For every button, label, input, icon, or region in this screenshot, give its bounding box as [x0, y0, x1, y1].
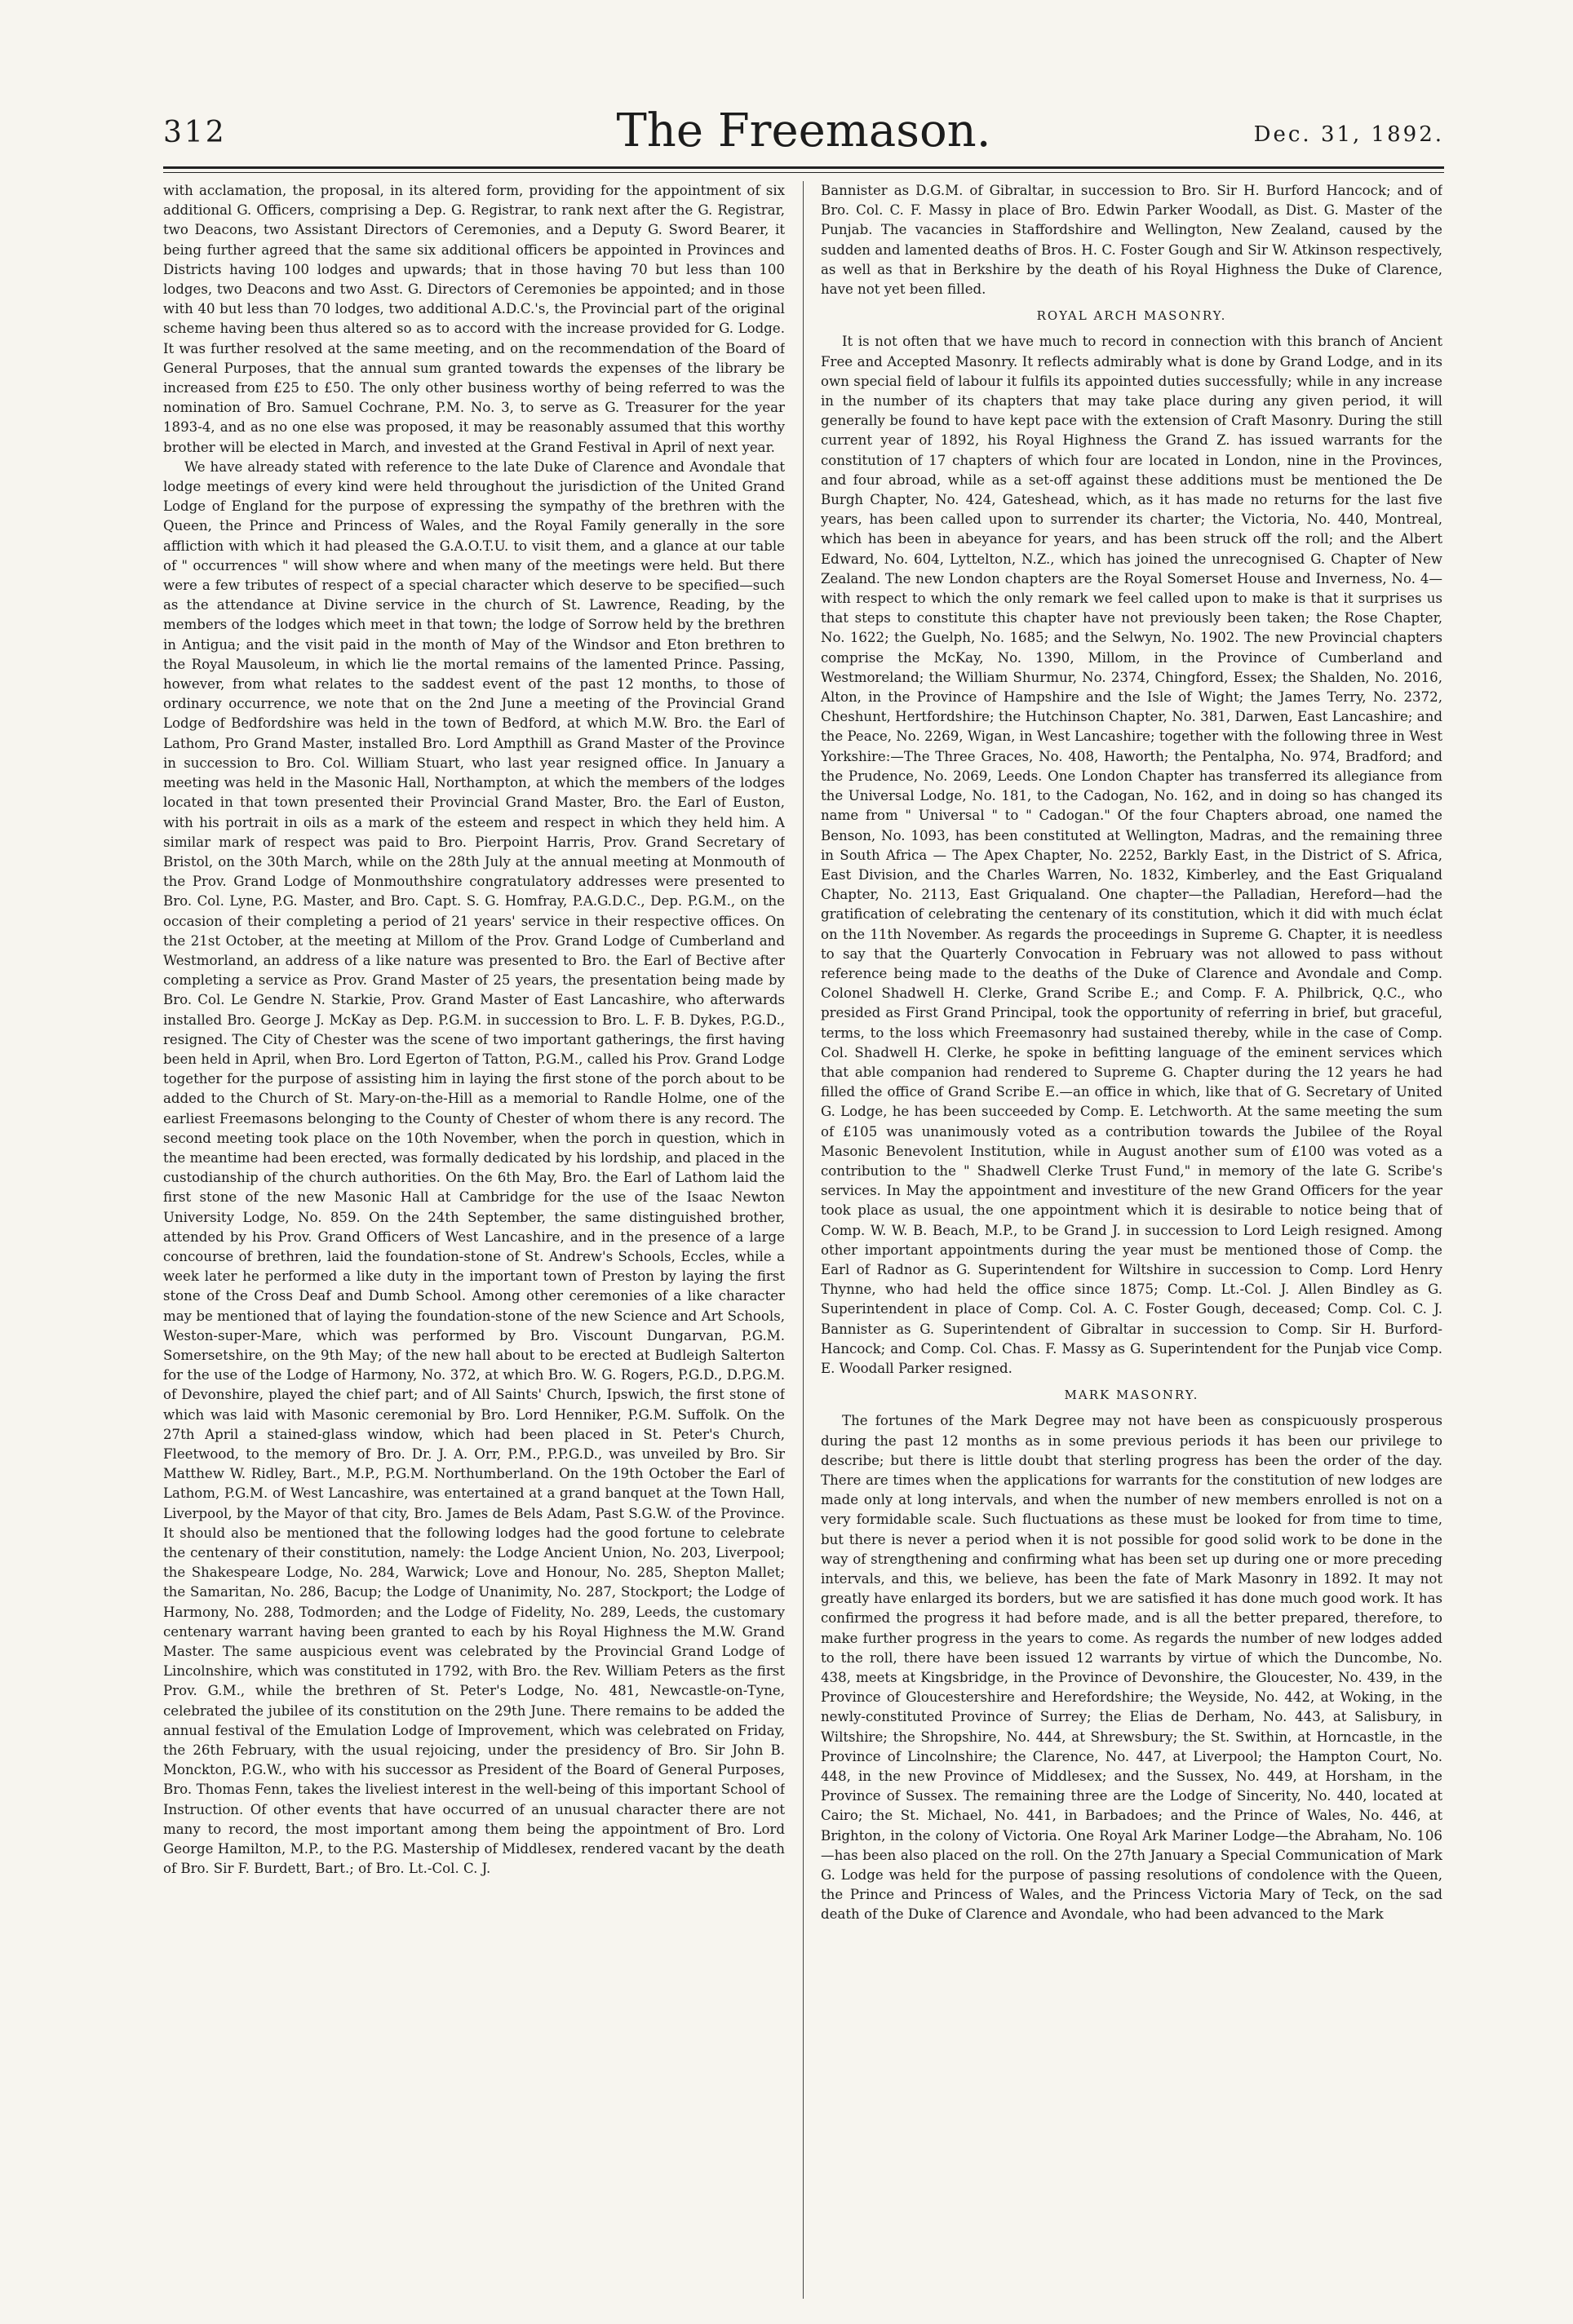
column-divider [803, 181, 804, 2299]
masthead-rule [163, 166, 1444, 169]
article-paragraph: It is not often that we have much to record in connection with this branch of Ancient Free and Accepted Masonry. It reflects admirably what is done by Grand Lodge, and in its own special field of labour it fulfils its appointed duties successfully; while in any increase in the number of its chapters that may take place during any given period, it will generally be found to have kept pace with the extension of Craft Masonry. During the still current year of 1892, his Royal Highness the Grand Z. has issued warrants for the constitution of 17 chapters of which four are located in London, nine in the Provinces, and four abroad, while as a set-off against these additions must be mentioned the De Burgh Chapter, No. 424, Gateshead, which, as it has made no returns for the last five years, has been called upon to surrender its charter; the Victoria, No. 440, Montreal, which has been in abeyance for years, and has been struck off the roll; and the Albert Edward, No. 604, Lyttelton, N.Z., which has joined the unrecognised G. Chapter of New Zealand. The new London chapters are the Royal Somerset House and Inverness, No. 4—with respect to which the only remark we feel called upon to make is that it surprises us that steps to constitute this chapter have not previously been taken; the Rose Chapter, No. 1622; the Guelph, No. 1685; and the Selwyn, No. 1902. The new Provincial chapters comprise the McKay, No. 1390, Millom, in the Province of Cumberland and Westmoreland; the William Shurmur, No. 2374, Chingford, Essex; the Shalden, No. 2016, Alton, in the Province of Hampshire and the Isle of Wight; the James Terry, No. 2372, Cheshunt, Hertfordshire; the Hutchinson Chapter, No. 381, Darwen, East Lancashire; and the Peace, No. 2269, Wigan, in West Lancashire; together with the following three in West Yorkshire:—The Three Graces, No. 408, Haworth; the Pentalpha, No. 974, Bradford; and the Prudence, No. 2069, Leeds. One London Chapter has transferred its allegiance from the Universal Lodge, No. 181, to the Cadogan, No. 162, and in doing so has changed its name from " Universal " to " Cadogan." Of the four Chapters abroad, one named the Benson, No. 1093, has been constituted at Wellington, Madras, and the remaining three in South Africa — The Apex Chapter, No. 2252, Barkly East, in the District of S. Africa, East Division, and the Charles Warren, No. 1832, Kimberley, and the East Griqualand Chapter, No. 2113, East Griqualand. One chapter—the Palladian, Hereford—had the gratification of celebrating the centenary of its constitution, which it did with much éclat on the 11th November. As regards the proceedings in Supreme G. Chapter, it is needless to say that the Quarterly Convocation in February was not allowed to pass without reference being made to the deaths of the Duke of Clarence and Avondale and Comp. Colonel Shadwell H. Clerke, Grand Scribe E.; and Comp. F. A. Philbrick, Q.C., who presided as First Grand Principal, took the opportunity of referring in brief, but graceful, terms, to the loss which Freemasonry had sustained thereby, while in the case of Comp. Col. Shadwell H. Clerke, he spoke in befitting language of the eminent services which that able companion had rendered to Supreme G. Chapter during the 12 years he had filled the office of Grand Scribe E.—an office in which, like that of G. Secretary of United G. Lodge, he has been succeeded by Comp. E. Letchworth. At the same meeting the sum of £105 was unanimously voted as a contribution towards the Jubilee of the Royal Masonic Benevolent Institution, while in August another sum of £100 was voted as a contribution to the " Shadwell Clerke Trust Fund," in memory of the late G. Scribe's services. In May the appointment and investiture of the new Grand Officers for the year took place as usual, the one appointment which it is desirable to notice being that of Comp. W. W. B. Beach, M.P., to be Grand J. in succession to Lord Leigh resigned. Among other important appointments during the year must be mentioned those of Comp. the Earl of Radnor as G. Superintendent for Wiltshire in succession to Comp. Lord Henry Thynne, who had held the office since 1875; Comp. Lt.-Col. J. Allen Bindley as G. Superintendent in place of Comp. Col. A. C. Foster Gough, deceased; Comp. Col. C. J. Bannister as G. Superintendent of Gibraltar in succession to Comp. Sir H. Burford-Hancock; and Comp. Col. Chas. F. Massy as G. Superintendent for the Punjab vice Comp. E. Woodall Parker resigned. [821, 334, 1442, 1376]
article-paragraph: Bannister as D.G.M. of Gibraltar, in succession to Bro. Sir H. Burford Hancock; and of Bro. Col. C. F. Massy in place of Bro. Edwin Parker Woodall, as Dist. G. Master of the Punjab. The vacancies in Staffordshire and Wellington, New Zealand, caused by the sudden and lamented deaths of Bros. H. C. Foster Gough and Sir W. Atkinson respectively, as well as that in Berkshire by the death of his Royal Highness the Duke of Clarence, have not yet been filled. [821, 183, 1442, 298]
right-column [821, 181, 1442, 2299]
newspaper-title: The Freemason. [616, 104, 991, 157]
masthead [163, 104, 1444, 162]
page-number: 312 [163, 116, 227, 149]
section-heading-mark-masonry: MARK MASONRY. [1064, 1388, 1199, 1403]
article-paragraph: We have already stated with reference to the late Duke of Clarence and Avondale that lodge meetings of every kind were held throughout the jurisdiction of the United Grand Lodge of England for the purpose of expressing the sympathy of the brethren with the Queen, the Prince and Princess of Wales, and the Royal Family generally in the sore affliction with which it had pleased the G.A.O.T.U. to visit them, and a glance at our table of " occurrences " will show where and when many of the meetings were held. But there were a few tributes of respect of a special character which deserve to be specified—such as the attendance at Divine service in the church of St. Lawrence, Reading, by the members of the lodges which meet in that town; the lodge of Sorrow held by the brethren in Antigua; and the visit paid in the month of May of the Windsor and Eton brethren to the Royal Mausoleum, in which lie the mortal remains of the lamented Prince. Passing, however, from what relates to the saddest event of the past 12 months, to those of ordinary occurrence, we note that on the 2nd June a meeting of the Provincial Grand Lodge of Bedfordshire was held in the town of Bedford, at which M.W. Bro. the Earl of Lathom, Pro Grand Master, installed Bro. Lord Ampthill as Grand Master of the Province in succession to Bro. Col. William Stuart, who last year resigned office. In January a meeting was held in the Masonic Hall, Northampton, at which the members of the lodges located in that town presented their Provincial Grand Master, Bro. the Earl of Euston, with his portrait in oils as a mark of the esteem and respect in which they held him. A similar mark of respect was paid to Bro. Pierpoint Harris, Prov. Grand Secretary of Bristol, on the 30th March, while on the 28th July at the annual meeting at Monmouth of the Prov. Grand Lodge of Monmouthshire congratulatory addresses were presented to Bro. Col. Lyne, P.G. Master, and Bro. Capt. S. G. Homfray, P.A.G.D.C., Dep. P.G.M., on the occasion of their completing a period of 21 years' service in their respective offices. On the 21st October, at the meeting at Millom of the Prov. Grand Lodge of Cumberland and Westmorland, an address of a like nature was presented to Bro. the Earl of Bective after completing a service as Prov. Grand Master of 25 years, the presentation being made by Bro. Col. Le Gendre N. Starkie, Prov. Grand Master of East Lancashire, who afterwards installed Bro. George J. McKay as Dep. P.G.M. in succession to Bro. L. F. B. Dykes, P.G.D., resigned. The City of Chester was the scene of two important gatherings, the first having been held in April, when Bro. Lord Egerton of Tatton, P.G.M., called his Prov. Grand Lodge together for the purpose of assisting him in laying the first stone of the porch about to be added to the Church of St. Mary-on-the-Hill as a memorial to Randle Holme, one of the earliest Freemasons belonging to the County of Chester of whom there is any record. The second meeting took place on the 10th November, when the porch in question, which in the meantime had been erected, was formally dedicated by his lordship, and placed in the custodianship of the church authorities. On the 6th May, Bro. the Earl of Lathom laid the first stone of the new Masonic Hall at Cambridge for the use of the Isaac Newton University Lodge, No. 859. On the 24th September, the same distinguished brother, attended by his Prov. Grand Officers of West Lancashire, and in the presence of a large concourse of brethren, laid the foundation-stone of St. Andrew's Schools, Eccles, while a week later he performed a like duty in the important town of Preston by laying the first stone of the Cross Deaf and Dumb School. Among other ceremonies of a like character may be mentioned that of laying the foundation-stone of the new Science and Art Schools, Weston-super-Mare, which was performed by Bro. Viscount Dungarvan, P.G.M. Somersetshire, on the 9th May; of the new hall about to be erected at Budleigh Salterton for the use of the Lodge of Harmony, No. 372, at which Bro. W. G. Rogers, P.G.D., D.P.G.M. of Devonshire, played the chief part; and of All Saints' Church, Ipswich, the first stone of which was laid with Masonic ceremonial by Bro. Lord Henniker, P.G.M. Suffolk. On the 27th April a stained-glass window, which had been placed in St. Peter's Church, Fleetwood, to the memory of Bro. Dr. J. A. Orr, P.M., P.P.G.D., was unveiled by Bro. Sir Matthew W. Ridley, Bart., M.P., P.G.M. Northumberland. On the 19th October the Earl of Lathom, P.G.M. of West Lancashire, was entertained at a grand banquet at the Town Hall, Liverpool, by the Mayor of that city, Bro. James de Bels Adam, Past S.G.W. of the Province. It should also be mentioned that the following lodges had the good fortune to celebrate the centenary of their constitution, namely: the Lodge Ancient Union, No. 203, Liverpool; the Shakespeare Lodge, No. 284, Warwick; Love and Honour, No. 285, Shepton Mallet; the Samaritan, No. 286, Bacup; the Lodge of Unanimity, No. 287, Stockport; the Lodge of Harmony, No. 288, Todmorden; and the Lodge of Fidelity, No. 289, Leeds, the customary centenary warrant having been granted to each by his Royal Highness the M.W. Grand Master. The same auspicious event was celebrated by the Provincial Grand Lodge of Lincolnshire, which was constituted in 1792, with Bro. the Rev. William Peters as the first Prov. G.M., while the brethren of St. Peter's Lodge, No. 481, Newcastle-on-Tyne, celebrated the jubilee of its constitution on the 29th June. There remains to be added the annual festival of the Emulation Lodge of Improvement, which was celebrated on Friday, the 26th February, with the usual rejoicing, under the presidency of Bro. Sir John B. Monckton, P.G.W., who with his successor as President of the Board of General Purposes, Bro. Thomas Fenn, takes the liveliest interest in the well-being of this important School of Instruction. Of other events that have occurred of an unusual character there are not many to record, the most important among them being the appointment of Bro. Lord George Hamilton, M.P., to the P.G. Mastership of Middlesex, rendered vacant by the death of Bro. Sir F. Burdett, Bart.; of Bro. Lt.-Col. C. J. [163, 458, 785, 1877]
article-paragraph: The fortunes of the Mark Degree may not have been as conspicuously prosperous during the past 12 months as in some previous periods it has been our privilege to describe; but there is little doubt that sterling progress has been the order of the day. There are times when the applications for warrants for the constitution of new lodges are made only at long intervals, and when the number of new members enrolled is not on a very formidable scale. Such fluctuations as these must be looked for from time to time, but there is never a period when it is not possible for good solid work to be done in the way of strengthening and confirming what has been set up during one or more preceding intervals, and this, we believe, has been the fate of Mark Masonry in 1892. It may not greatly have enlarged its borders, but we are satisfied it has done much good work. It has confirmed the progress it had before made, and is all the better prepared, therefore, to make further progress in the years to come. As regards the number of new lodges added to the roll, there have been issued 12 warrants by virtue of which the Duncombe, No. 438, meets at Kingsbridge, in the Province of Devonshire, the Gloucester, No. 439, in the Province of Gloucestershire and Herefordshire; the Weyside, No. 442, at Woking, in the newly-constituted Province of Surrey; the Elias de Derham, No. 443, at Salisbury, in Wiltshire; the Shropshire, No. 444, at Shrewsbury; the St. Swithin, at Horncastle, in the Province of Lincolnshire; the Clarence, No. 447, at Liverpool; the Hampton Court, No. 448, in the new Province of Middlesex; and the Sussex, No. 449, at Horsham, in the Province of Sussex. The remaining three are the Lodge of Sincerity, No. 440, located at Cairo; the St. Michael, No. 441, in Barbadoes; and the Prince of Wales, No. 446, at Brighton, in the colony of Victoria. One Royal Ark Mariner Lodge—the Abraham, No. 106—has been also placed on the roll. On the 27th January a Special Communication of Mark G. Lodge was held for the purpose of passing resolutions of condolence with the Queen, the Prince and Princess of Wales, and the Princess Victoria Mary of Teck, on the sad death of the Duke of Clarence and Avondale, who had been advanced to the Mark [821, 1413, 1442, 1923]
left-column [163, 181, 785, 2299]
masthead-rule-thin [163, 172, 1444, 173]
section-heading-royal-arch: ROYAL ARCH MASONRY. [1036, 308, 1227, 324]
article-paragraph: with acclamation, the proposal, in its altered form, providing for the appointment of six additional G. Officers, comprising a Dep. G. Registrar, to rank next after the G. Registrar, two Deacons, two Assistant Directors of Ceremonies, and a Deputy G. Sword Bearer, it being further agreed that the same six additional officers be appointed in Provinces and Districts having 100 lodges and upwards; that in those having 70 but less than 100 lodges, two Deacons and two Asst. G. Directors of Ceremonies be appointed; and in those with 40 but less than 70 lodges, two additional A.D.C.'s, the Provincial part of the original scheme having been thus altered so as to accord with the increase provided for G. Lodge. It was further resolved at the same meeting, and on the recommendation of the Board of General Purposes, that the annual sum granted towards the expenses of the library be increased from £25 to £50. The only other business worthy of being referred to was the nomination of Bro. Samuel Cochrane, P.M. No. 3, to serve as G. Treasurer for the year 1893-4, and as no one else was proposed, it may be reasonably assumed that this worthy brother will be elected in March, and invested at the Grand Festival in April of next year. [163, 183, 785, 455]
issue-date: Dec. 31, 1892. [1253, 122, 1444, 147]
